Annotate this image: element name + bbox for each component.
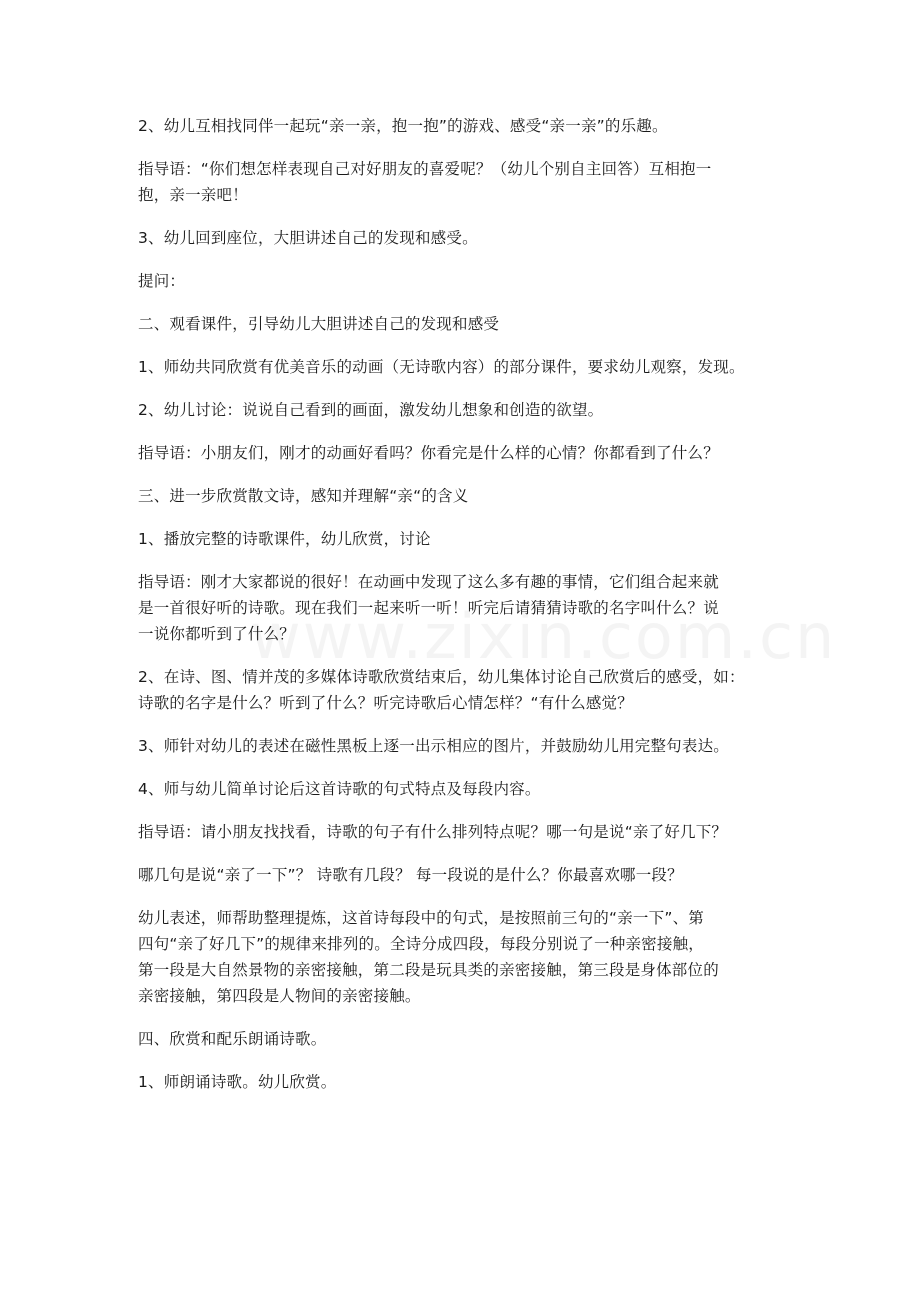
- paragraph-line: 指导语：请小朋友找找看，诗歌的句子有什么排列特点呢？哪一句是说“亲了好几下？: [138, 823, 728, 841]
- paragraph-line: 四句“亲了好几下”的规律来排列的。全诗分成四段，每段分别说了一种亲密接触，: [138, 935, 704, 953]
- paragraph-line: 是一首很好听的诗歌。现在我们一起来听一听！听完后请猜猜诗歌的名字叫什么？说: [138, 599, 719, 617]
- paragraph: [138, 733, 806, 759]
- paragraph: [138, 664, 806, 716]
- paragraph-line: 第一段是大自然景物的亲密接触，第二段是玩具类的亲密接触，第三段是身体部位的: [138, 961, 719, 979]
- paragraph: [138, 819, 806, 845]
- paragraph-line: 1、播放完整的诗歌课件，幼儿欣赏，讨论: [138, 530, 431, 548]
- document-body: [138, 113, 806, 1112]
- paragraph-line: 3、师针对幼儿的表述在磁性黑板上逐一出示相应的图片，并鼓励幼儿用完整句表达。: [138, 737, 729, 755]
- paragraph-line: 二、观看课件，引导幼儿大胆讲述自己的发现和感受: [138, 315, 500, 333]
- paragraph-line: 1、师朗诵诗歌。幼儿欣赏。: [138, 1073, 337, 1091]
- paragraph: [138, 569, 806, 647]
- paragraph: [138, 526, 806, 552]
- paragraph: [138, 1026, 806, 1052]
- paragraph-line: 指导语：小朋友们，刚才的动画好看吗？你看完是什么样的心情？你都看到了什么？: [138, 444, 719, 462]
- paragraph: [138, 905, 806, 1009]
- paragraph: [138, 397, 806, 423]
- paragraph: [138, 268, 806, 294]
- paragraph: [138, 1069, 806, 1095]
- paragraph: [138, 483, 806, 509]
- paragraph-line: 哪几句是说“亲了一下”？ 诗歌有几段？ 每一段说的是什么？你最喜欢哪一段？: [138, 866, 683, 884]
- paragraph-line: 3、幼儿回到座位，大胆讲述自己的发现和感受。: [138, 229, 478, 247]
- paragraph: [138, 862, 806, 888]
- paragraph: [138, 776, 806, 802]
- paragraph-line: 一说你都听到了什么？: [138, 625, 296, 643]
- paragraph: [138, 311, 806, 337]
- paragraph-line: 三、进一步欣赏散文诗，感知并理解“亲“的含义: [138, 487, 469, 505]
- paragraph: [138, 156, 806, 208]
- paragraph-line: 四、欣赏和配乐朗诵诗歌。: [138, 1030, 327, 1048]
- paragraph: [138, 225, 806, 251]
- paragraph: [138, 354, 806, 380]
- paragraph-line: 2、幼儿讨论：说说自己看到的画面，激发幼儿想象和创造的欲望。: [138, 401, 604, 419]
- paragraph-line: 指导语：刚才大家都说的很好！在动画中发现了这么多有趣的事情，它们组合起来就: [138, 573, 719, 591]
- paragraph-line: 1、师幼共同欣赏有优美音乐的动画（无诗歌内容）的部分课件，要求幼儿观察，发现。: [138, 358, 745, 376]
- paragraph: [138, 113, 806, 139]
- paragraph-line: 提问：: [138, 272, 186, 290]
- paragraph-line: 抱，亲一亲吧！: [138, 186, 248, 204]
- paragraph-line: 诗歌的名字是什么？听到了什么？听完诗歌后心情怎样？“有什么感觉？: [138, 694, 633, 712]
- paragraph-line: 2、在诗、图、情并茂的多媒体诗歌欣赏结束后，幼儿集体讨论自己欣赏后的感受，如：: [138, 668, 745, 686]
- paragraph-line: 指导语：“你们想怎样表现自己对好朋友的喜爱呢？（幼儿个别自主回答）互相抱一: [138, 160, 712, 178]
- paragraph-line: 亲密接触，第四段是人物间的亲密接触。: [138, 987, 421, 1005]
- paragraph-line: 幼儿表述，师帮助整理提炼，这首诗每段中的句式，是按照前三句的“亲一下”、第: [138, 909, 704, 927]
- paragraph: [138, 440, 806, 466]
- paragraph-line: 4、师与幼儿简单讨论后这首诗歌的句式特点及每段内容。: [138, 780, 541, 798]
- paragraph-line: 2、幼儿互相找同伴一起玩“亲一亲，抱一抱”的游戏、感受“亲一亲”的乐趣。: [138, 117, 668, 135]
